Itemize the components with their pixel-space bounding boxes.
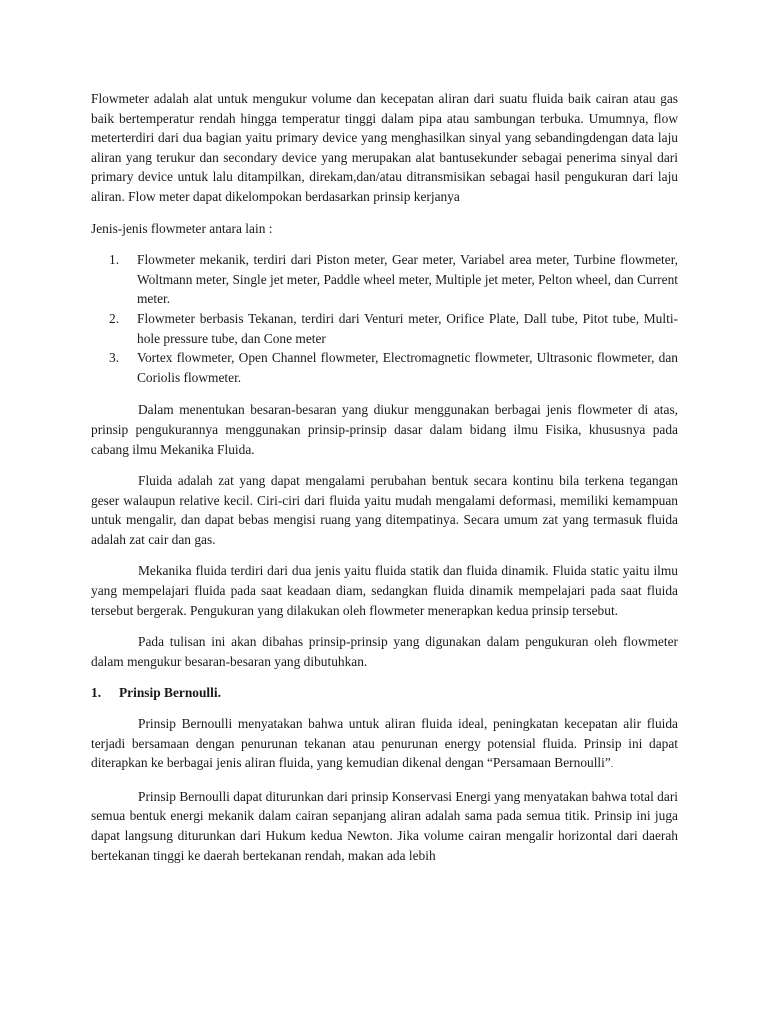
bernoulli-paragraph-1-suffix: . — [610, 759, 614, 770]
mechanics-paragraph: Mekanika fluida terdiri dari dua jenis yaitu fluida statik dan fluida dinamik. Fluida static yaitu ilmu yang mempelajari fluida pada saat keadaan diam, sedangkan fluida dinamik mempelajari pada saat fluida tersebut bergerak. Pengukuran yang dilakukan oleh flowmeter menerapkan kedua prinsip tersebut. — [91, 563, 678, 618]
section-title: Prinsip Bernoulli. — [119, 685, 221, 701]
list-item — [91, 309, 678, 348]
list-item-number: 2. — [109, 310, 120, 326]
measurement-paragraph: Dalam menentukan besaran-besaran yang diukur menggunakan berbagai jenis flowmeter di atas, prinsip pengukurannya menggunakan prinsip-prinsip dasar dalam bidang ilmu Fisika, khususnya pada cabang ilmu Mekanika Fluida. — [91, 402, 678, 457]
section-heading — [91, 683, 678, 703]
list-item — [91, 250, 678, 309]
intro-paragraph: Flowmeter adalah alat untuk mengukur volume dan kecepatan aliran dari suatu fluida baik cairan atau gas baik bertemperatur rendah hingga temperatur tinggi dalam pipa atau sambungan terbuka. Umumnya, flow meterterdiri dari dua bagian yaitu primary device yang menghasilkan sinyal yang sebandingdengan data laju aliran yang terukur dan secondary device yang merupakan alat bantusekunder sebagai penerima sinyal dari primary device untuk lalu ditampilkan, direkam,dan/atau ditransmisikan sebagai hasil pengukuran dari laju aliran. Flow meter dapat dikelompokan berdasarkan prinsip kerjanya — [91, 91, 678, 204]
document-page — [91, 89, 678, 877]
list-item — [91, 348, 678, 387]
list-item-text: Flowmeter mekanik, terdiri dari Piston meter, Gear meter, Variabel area meter, Turbine flowmeter, Woltmann meter, Single jet meter, Paddle wheel meter, Multiple jet meter, Pelton wheel, dan Current meter. — [137, 252, 678, 307]
list-item-text: Vortex flowmeter, Open Channel flowmeter, Electromagnetic flowmeter, Ultrasonic flowmeter, dan Coriolis flowmeter. — [137, 350, 678, 385]
list-item-number: 3. — [109, 350, 120, 366]
bernoulli-paragraph-2: Prinsip Bernoulli dapat diturunkan dari prinsip Konservasi Energi yang menyatakan bahwa total dari semua bentuk energi mekanik dalam cairan sepanjang aliran adalah sama pada semua titik. Prinsip ini juga dapat langsung diturunkan dari Hukum kedua Newton. Jika volume cairan mengalir horizontal dari daerah bertekanan tinggi ke daerah bertekanan rendah, makan ada lebih — [91, 788, 678, 863]
bernoulli-paragraph-1-text: Prinsip Bernoulli menyatakan bahwa untuk aliran fluida ideal, peningkatan kecepatan alir fluida terjadi bersamaan dengan penurunan tekanan atau penurunan energy potensial fluida. Prinsip ini dapat diterapkan ke berbagai jenis aliran fluida, yang kemudian dikenal dengan “Persamaan Bernoulli” — [91, 716, 678, 771]
flowmeter-types-list — [91, 250, 678, 387]
fluid-paragraph: Fluida adalah zat yang dapat mengalami perubahan bentuk secara kontinu bila terkena tegangan geser walaupun relative kecil. Ciri-ciri dari fluida yaitu mudah mengalami deformasi, memiliki kemampuan untuk mengalir, dan dapat bebas mengisi ruang yang ditempatinya. Secara umum zat yang termasuk fluida adalah zat cair dan gas. — [91, 473, 678, 547]
section-number: 1. — [91, 685, 102, 701]
list-item-text: Flowmeter berbasis Tekanan, terdiri dari Venturi meter, Orifice Plate, Dall tube, Pitot tube, Multi-hole pressure tube, dan Cone meter — [137, 310, 678, 346]
bernoulli-paragraph-1 — [91, 714, 678, 775]
list-intro: Jenis-jenis flowmeter antara lain : — [91, 220, 273, 236]
list-item-number: 1. — [109, 252, 120, 268]
scope-paragraph: Pada tulisan ini akan dibahas prinsip-prinsip yang digunakan dalam pengukuran oleh flowmeter dalam mengukur besaran-besaran yang dibutuhkan. — [91, 634, 678, 669]
